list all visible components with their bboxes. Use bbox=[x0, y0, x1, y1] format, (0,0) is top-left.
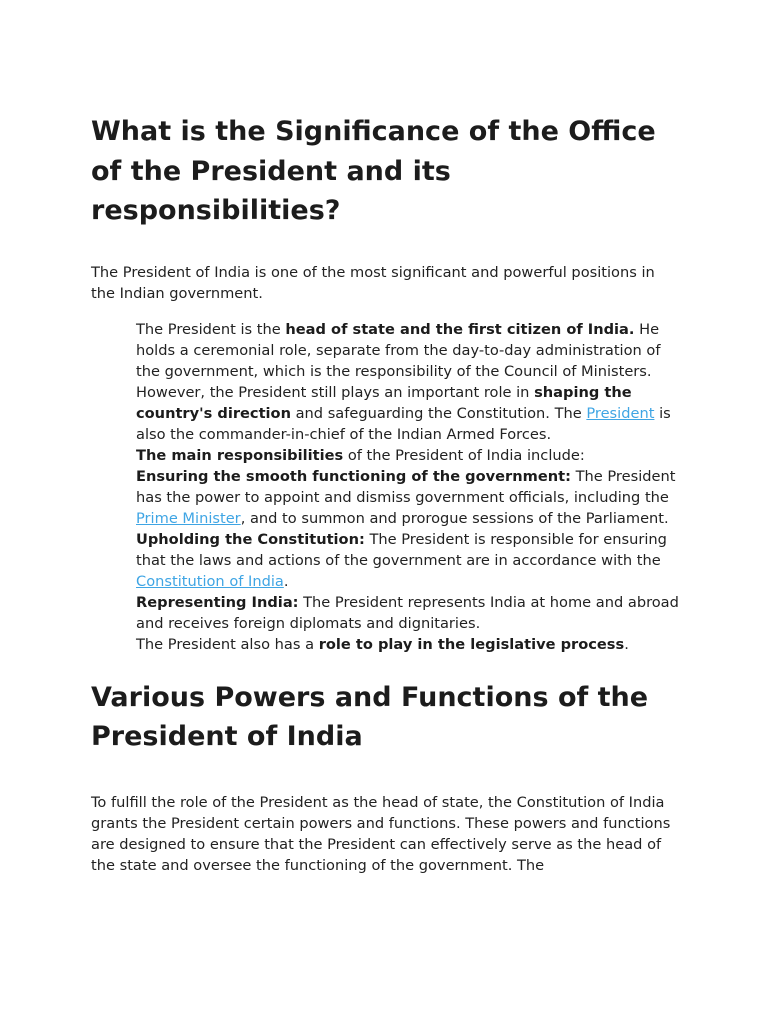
bold-text: head of state and the first citizen of India. bbox=[285, 320, 635, 338]
paragraph-main-responsibilities: The main responsibilities of the President of India include: bbox=[136, 446, 585, 464]
paragraph-upholding-constitution: Upholding the Constitution: The President is responsible for ensuring that the laws and actions of the government are in accordance with the Constitution of India. bbox=[136, 530, 667, 590]
bold-text: The main responsibilities bbox=[136, 446, 344, 464]
bold-text: Upholding the Constitution: bbox=[136, 530, 365, 548]
intro-paragraph: The President of India is one of the most significant and powerful positions in the Indian government. bbox=[91, 263, 655, 302]
bold-text: Representing India: bbox=[136, 593, 299, 611]
responsibilities-block bbox=[136, 319, 681, 655]
paragraph-head-of-state: The President is the head of state and the first citizen of India. He holds a ceremonial role, separate from the day-to-day administration of the government, which is the responsibility of the Council of Ministers. bbox=[136, 320, 661, 380]
bold-text: Ensuring the smooth functioning of the government: bbox=[136, 467, 571, 485]
paragraph-legislative-role: The President also has a role to play in the legislative process. bbox=[136, 635, 629, 653]
bold-text: shaping the country's direction bbox=[136, 383, 632, 422]
bold-text: role to play in the legislative process bbox=[318, 635, 625, 653]
section-heading: Various Powers and Functions of the President of India bbox=[91, 681, 649, 752]
president-link[interactable]: President bbox=[586, 404, 655, 422]
constitution-link[interactable]: Constitution of India bbox=[136, 572, 284, 590]
page-title: What is the Significance of the Office of the President and its responsibilities? bbox=[91, 116, 656, 226]
paragraph-smooth-functioning: Ensuring the smooth functioning of the government: The President has the power to appoint and dismiss government officials, including the Prime Minister, and to summon and prorogue sessions of the Parliament. bbox=[136, 467, 676, 527]
paragraph-role: However, the President still plays an important role in shaping the country's direction and safeguarding the Constitution. The President is also the commander-in-chief of the Indian Armed Forces. bbox=[136, 383, 671, 443]
section-body: To fulfill the role of the President as the head of state, the Constitution of India grants the President certain powers and functions. These powers and functions are designed to ensure that the President can effectively serve as the head of the state and oversee the functioning of the government. The bbox=[91, 793, 671, 874]
article bbox=[91, 112, 681, 876]
paragraph-representing-india: Representing India: The President represents India at home and abroad and receives foreign diplomats and dignitaries. bbox=[136, 593, 679, 632]
prime-minister-link[interactable]: Prime Minister bbox=[136, 509, 241, 527]
